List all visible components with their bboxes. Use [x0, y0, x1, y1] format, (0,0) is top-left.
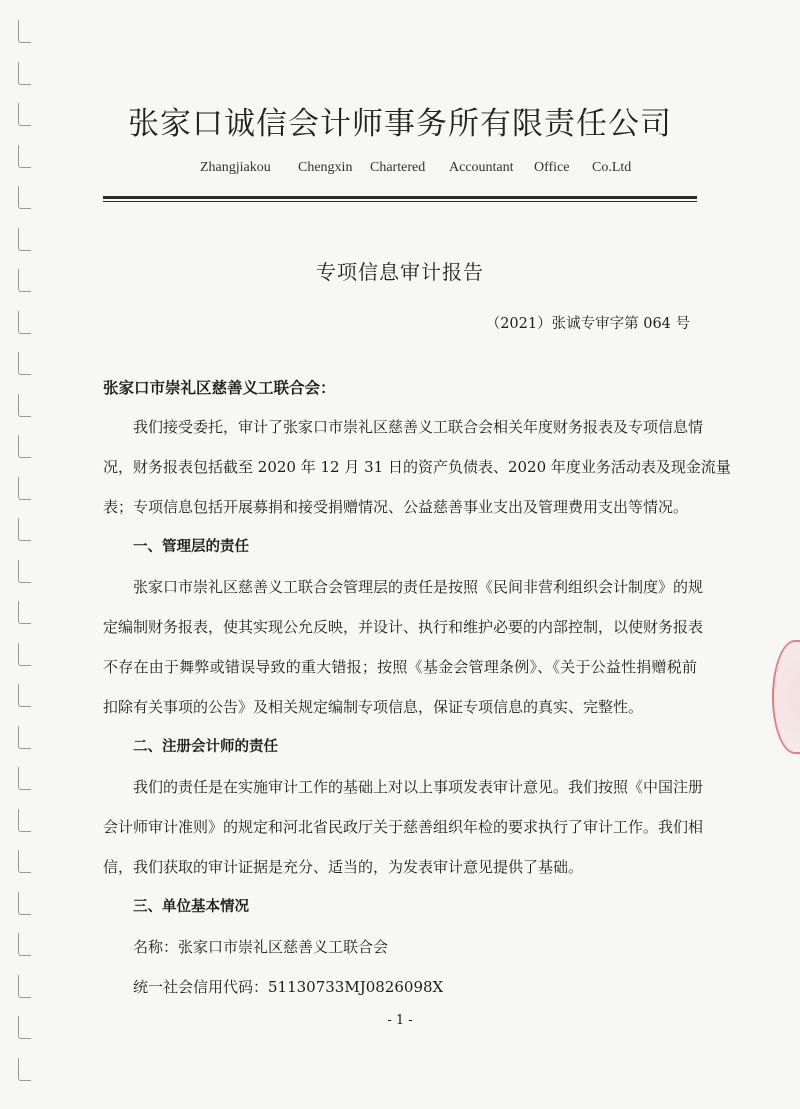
report-title: 专项信息审计报告	[316, 260, 484, 284]
paragraph-line: 不存在由于舞弊或错误导致的重大错报；按照《基金会管理条例》、《关于公益性捐赠税前	[103, 658, 697, 676]
header-rule-thick	[103, 196, 697, 199]
binding-hole	[18, 62, 31, 85]
binding-hole	[18, 643, 31, 666]
paragraph-line: 会计师审计准则》的规定和河北省民政厅关于慈善组织年检的要求执行了审计工作。我们相	[103, 818, 704, 836]
binding-hole	[18, 145, 31, 168]
paragraph-line: 况，财务报表包括截至 2020 年 12 月 31 日的资产负债表、2020 年度业务活动表及现金流量	[103, 458, 731, 476]
binding-hole	[18, 975, 31, 998]
paragraph-line: 扣除有关事项的公告》及相关规定编制专项信息，保证专项信息的真实、完整性。	[103, 698, 644, 716]
binding-hole	[18, 726, 31, 749]
paragraph-line: 信，我们获取的审计证据是充分、适当的，为发表审计意见提供了基础。	[103, 858, 584, 876]
binding-hole	[18, 809, 31, 832]
paragraph-line: 我们的责任是在实施审计工作的基础上对以上事项发表审计意见。我们按照《中国注册	[133, 778, 704, 796]
firm-en-word: Zhangjiakou	[200, 160, 271, 175]
binding-hole	[18, 601, 31, 624]
binding-hole	[18, 20, 31, 43]
binding-hole	[18, 477, 31, 500]
paragraph-line: 定编制财务报表，使其实现公允反映，并设计、执行和维护必要的内部控制，以使财务报表	[103, 618, 704, 636]
binding-hole	[18, 933, 31, 956]
header-rule-thin	[103, 201, 697, 202]
binding-hole	[18, 352, 31, 375]
binding-hole	[18, 311, 31, 334]
binding-hole	[18, 518, 31, 541]
firm-en-word: Chengxin	[298, 160, 353, 175]
binding-hole	[18, 228, 31, 251]
paragraph-line: 我们接受委托，审计了张家口市崇礼区慈善义工联合会相关年度财务报表及专项信息情	[133, 418, 704, 436]
section-heading-management: 一、管理层的责任	[133, 539, 249, 555]
firm-en-word: Accountant	[449, 160, 514, 175]
binding-holes	[18, 20, 38, 1100]
credit-code-line: 统一社会信用代码：51130733MJ0826098X	[133, 978, 444, 996]
addressee: 张家口市崇礼区慈善义工联合会：	[103, 379, 336, 397]
paragraph-line: 表；专项信息包括开展募捐和接受捐赠情况、公益慈善事业支出及管理费用支出等情况。	[103, 498, 689, 516]
firm-en-word: Office	[534, 160, 570, 175]
binding-hole	[18, 186, 31, 209]
report-number: （2021）张诚专审字第 064 号	[485, 316, 690, 332]
binding-hole	[18, 892, 31, 915]
binding-hole	[18, 1058, 31, 1081]
binding-hole	[18, 394, 31, 417]
section-heading-auditor: 二、注册会计师的责任	[133, 739, 278, 755]
binding-hole	[18, 560, 31, 583]
binding-hole	[18, 684, 31, 707]
firm-en-word: Co.Ltd	[592, 160, 632, 175]
paragraph-line: 张家口市崇礼区慈善义工联合会管理层的责任是按照《民间非营利组织会计制度》的规	[133, 578, 704, 596]
binding-hole	[18, 850, 31, 873]
red-seal-edge	[772, 640, 800, 754]
page-number: - 1 -	[387, 1013, 413, 1028]
firm-name-chinese: 张家口诚信会计师事务所有限责任公司	[128, 106, 672, 142]
firm-en-word: Chartered	[370, 160, 426, 175]
entity-name-line: 名称：张家口市崇礼区慈善义工联合会	[133, 938, 389, 956]
section-heading-entity-info: 三、单位基本情况	[133, 899, 249, 915]
binding-hole	[18, 767, 31, 790]
binding-hole	[18, 435, 31, 458]
